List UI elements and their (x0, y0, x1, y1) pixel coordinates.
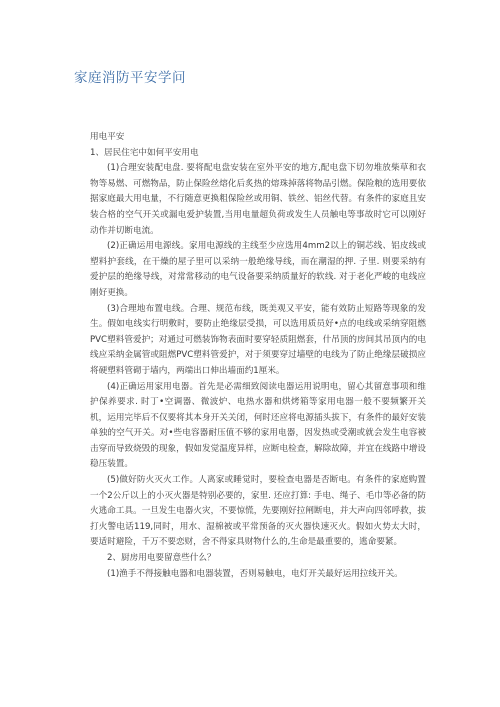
question-heading-1: 1、居民住宅中如何平安用电 (90, 147, 199, 158)
document-body (90, 130, 426, 582)
paragraph-6: (1)渔手不得接触电器和电器装置，否则易触电，电灯开关最好运用拉线开关。 (107, 568, 403, 579)
paragraph-4: (4)正确运用家用电器。首先是必需细致阅读电器运用说明电，留心其留意事项和维护保养要求. 时丁•空调器、微波炉、电热水器和烘烤箱等家用电器一般不要频繁开关机，运用完毕后不仅要将其本身开关关闭，何时还应将电源插头拔下，有条件的最好安装单独的空气开关。对•些电容器耐压值不够的家用电器，因发热或受潮或就会发生电容被击穿而导致烧毁的现象，假如发觉温度异样，应断电检查，解除故障，并宜在线路中增设稳压装置。 (90, 381, 426, 470)
question-heading-2: 2、厨房用电要留意些什么？ (107, 553, 216, 564)
paragraph-2: (2)正确运用电源线。家用电源线的主线至少应选用4mm2以上的铜芯线、铝皮线或塑料护套线，在干燥的屋子里可以采纳一般绝缘导线，而在潮湿的押. 子里. 则要采纳有爱护层的绝缘导线，对常常移动的电气设备要采纳质量好的软线. 对于老化严峻的电线应刚好更换。 (90, 241, 426, 298)
paragraph-3: (3)合理地布置电线。合理、规范布线，既美观又平安，能有效防止短路等现象的发生。假如电线实行明敷时，要防止绝缘层受损，可以选用质员好•点的电线或采纳穿阻燃PVC塑料管爱护；对通过可燃装饰物表面时要穿轻质阻燃套，什吊顶的房间其吊顶内的电线应采纳金属管或阻燃PVC塑料管爱护，对于须要穿过墙壁的电线为了防止绝缘层破损应将硬塑料管砌于墙内，两端出口伸出墙面约1厘米。 (90, 303, 426, 376)
section-title: 用电平安 (90, 132, 125, 142)
document-title: 家庭消防平安学问 (74, 70, 186, 86)
paragraph-1: (1)合理安装配电盘. 要将配电盘安装在室外平安的地方,配电盘下切勿堆放柴草和衣物等易燃、可燃物品，防止保险丝熔化后炙热的熔珠掉落将物品引燃。保险粮的选用要依据家庭最大用电量，不行随意更换粗保险丝或用铜、铁丝、铝丝代替。有条件的家庭且安装合格的空气开关或漏电爱护装置,当用电量超负荷或发生人员触电等事故时它可以刚好动作并切断电流。 (90, 163, 426, 236)
paragraph-5: (5)做好防火灭火工作。人离家或睡觉时，要检查电器是否断电。有条件的家庭购置一个2公斤以上的小灭火器是特别必要的，家里. 还应打算: 手电、绳子、毛巾等必备的防火逃命工具。一旦发生电器火灾，不要惊慌，先要刚好拉闸断电，并大声向四邻呼救，拔打火警电话119,同时，用水、湿棉被或平常预备的灭火器快速灭火。假如火势太大时，要适时避险，千万不要恋财，舍不得家具财物什么的,生命是最重要的，逃命要紧。 (90, 475, 426, 548)
